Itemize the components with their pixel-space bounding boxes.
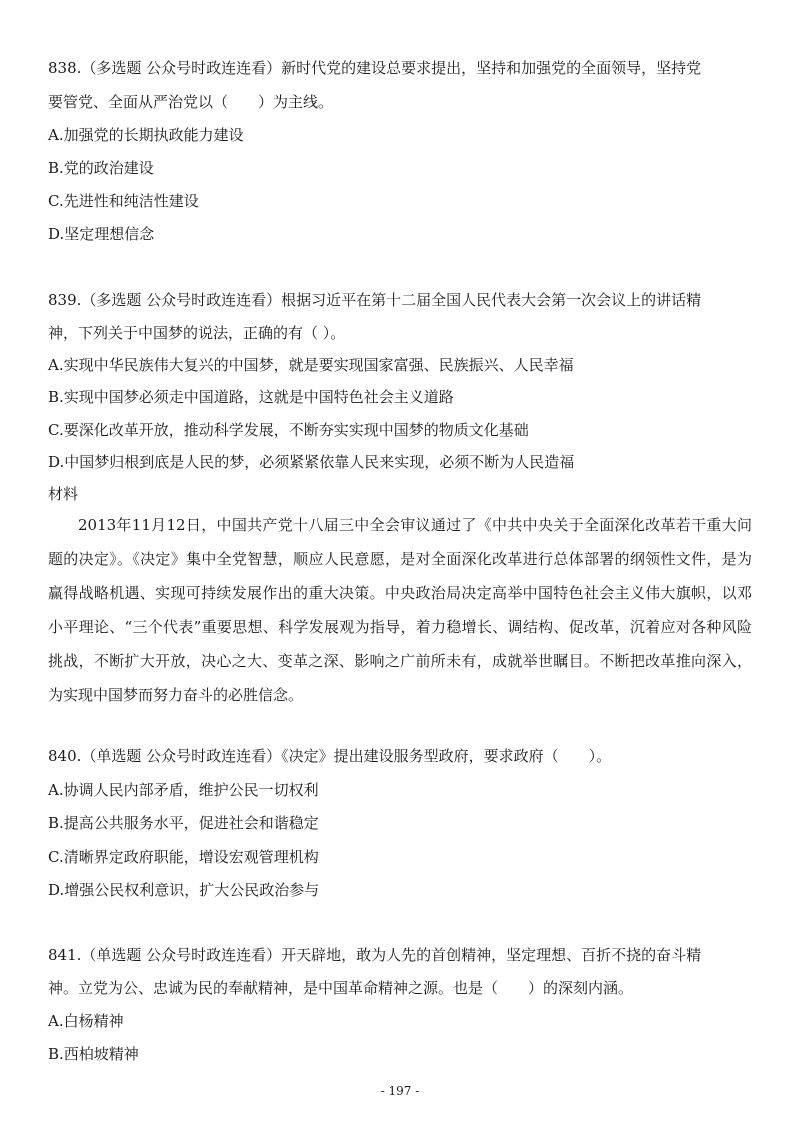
question-838-option-a: A.加强党的长期执政能力建设: [48, 126, 244, 144]
question-840-option-d: D.增强公民权利意识，扩大公民政治参与: [48, 881, 320, 899]
question-838-stem-line-2: 要管党、全面从严治党以（ ）为主线。: [48, 93, 334, 111]
question-838-option-c: C.先进性和纯洁性建设: [48, 192, 199, 210]
question-840-option-b: B.提高公共服务水平，促进社会和谐稳定: [48, 814, 319, 832]
question-839-option-d: D.中国梦归根到底是人民的梦，必须紧紧依靠人民来实现，必须不断为人民造福: [48, 453, 575, 471]
question-839-option-c: C.要深化改革开放，推动科学发展，不断夯实实现中国梦的物质文化基础: [48, 421, 529, 439]
question-841-option-b: B.西柏坡精神: [48, 1045, 139, 1063]
question-839-stem-line-1: 839.（多选题 公众号时政连连看）根据习近平在第十二届全国人民代表大会第一次会议上的讲话精: [48, 291, 702, 309]
question-841-option-a: A.白杨精神: [48, 1012, 124, 1030]
question-838-stem-line-1: 838.（多选题 公众号时政连连看）新时代党的建设总要求提出，坚持和加强党的全面领导，坚持党: [48, 59, 702, 77]
page-number: - 197 -: [380, 1084, 420, 1098]
question-838-option-d: D.坚定理想信念: [48, 225, 155, 243]
question-838-option-b: B.党的政治建设: [48, 159, 154, 177]
question-841-stem-line-1: 841.（单选题 公众号时政连连看）开天辟地，敢为人先的首创精神，坚定理想、百折不挠的奋斗精: [48, 946, 702, 964]
material-label: 材料: [48, 485, 79, 503]
question-841-stem-line-2: 神。立党为公、忠诚为民的奉献精神，是中国革命精神之源。也是（ ）的深刻内涵。: [48, 979, 634, 997]
question-840-option-c: C.清晰界定政府职能，增设宏观管理机构: [48, 848, 319, 866]
material-paragraph: 2013年11月12日，中国共产党十八届三中全会审议通过了《中共中央关于全面深化改革若干重大问题的决定》。《决定》集中全党智慧，顺应人民意愿，是对全面深化改革进行总体部署的纲领性文件，是为赢得战略机遇、实现可持续发展作出的重大决策。中央政治局决定高举中国特色社会主义伟大旗帜，以邓小平理论、“三个代表”重要思想、科学发展观为指导，着力稳增长、调结构、促改革，沉着应对各种风险挑战，不断扩大开放，决心之大、变革之深、影响之广前所未有，成就举世瞩目。不断把改革推向深入，为实现中国梦而努力奋斗的必胜信念。: [48, 516, 752, 704]
question-839-option-b: B.实现中国梦必须走中国道路，这就是中国特色社会主义道路: [48, 388, 454, 406]
question-839-option-a: A.实现中华民族伟大复兴的中国梦，就是要实现国家富强、民族振兴、人民幸福: [48, 356, 574, 374]
question-839-stem-line-2: 神，下列关于中国梦的说法，正确的有（ ）。: [48, 324, 346, 342]
question-840-stem: 840.（单选题 公众号时政连连看）《决定》提出建设服务型政府，要求政府（ ）。: [48, 747, 612, 765]
question-840-option-a: A.协调人民内部矛盾，维护公民一切权利: [48, 781, 319, 799]
